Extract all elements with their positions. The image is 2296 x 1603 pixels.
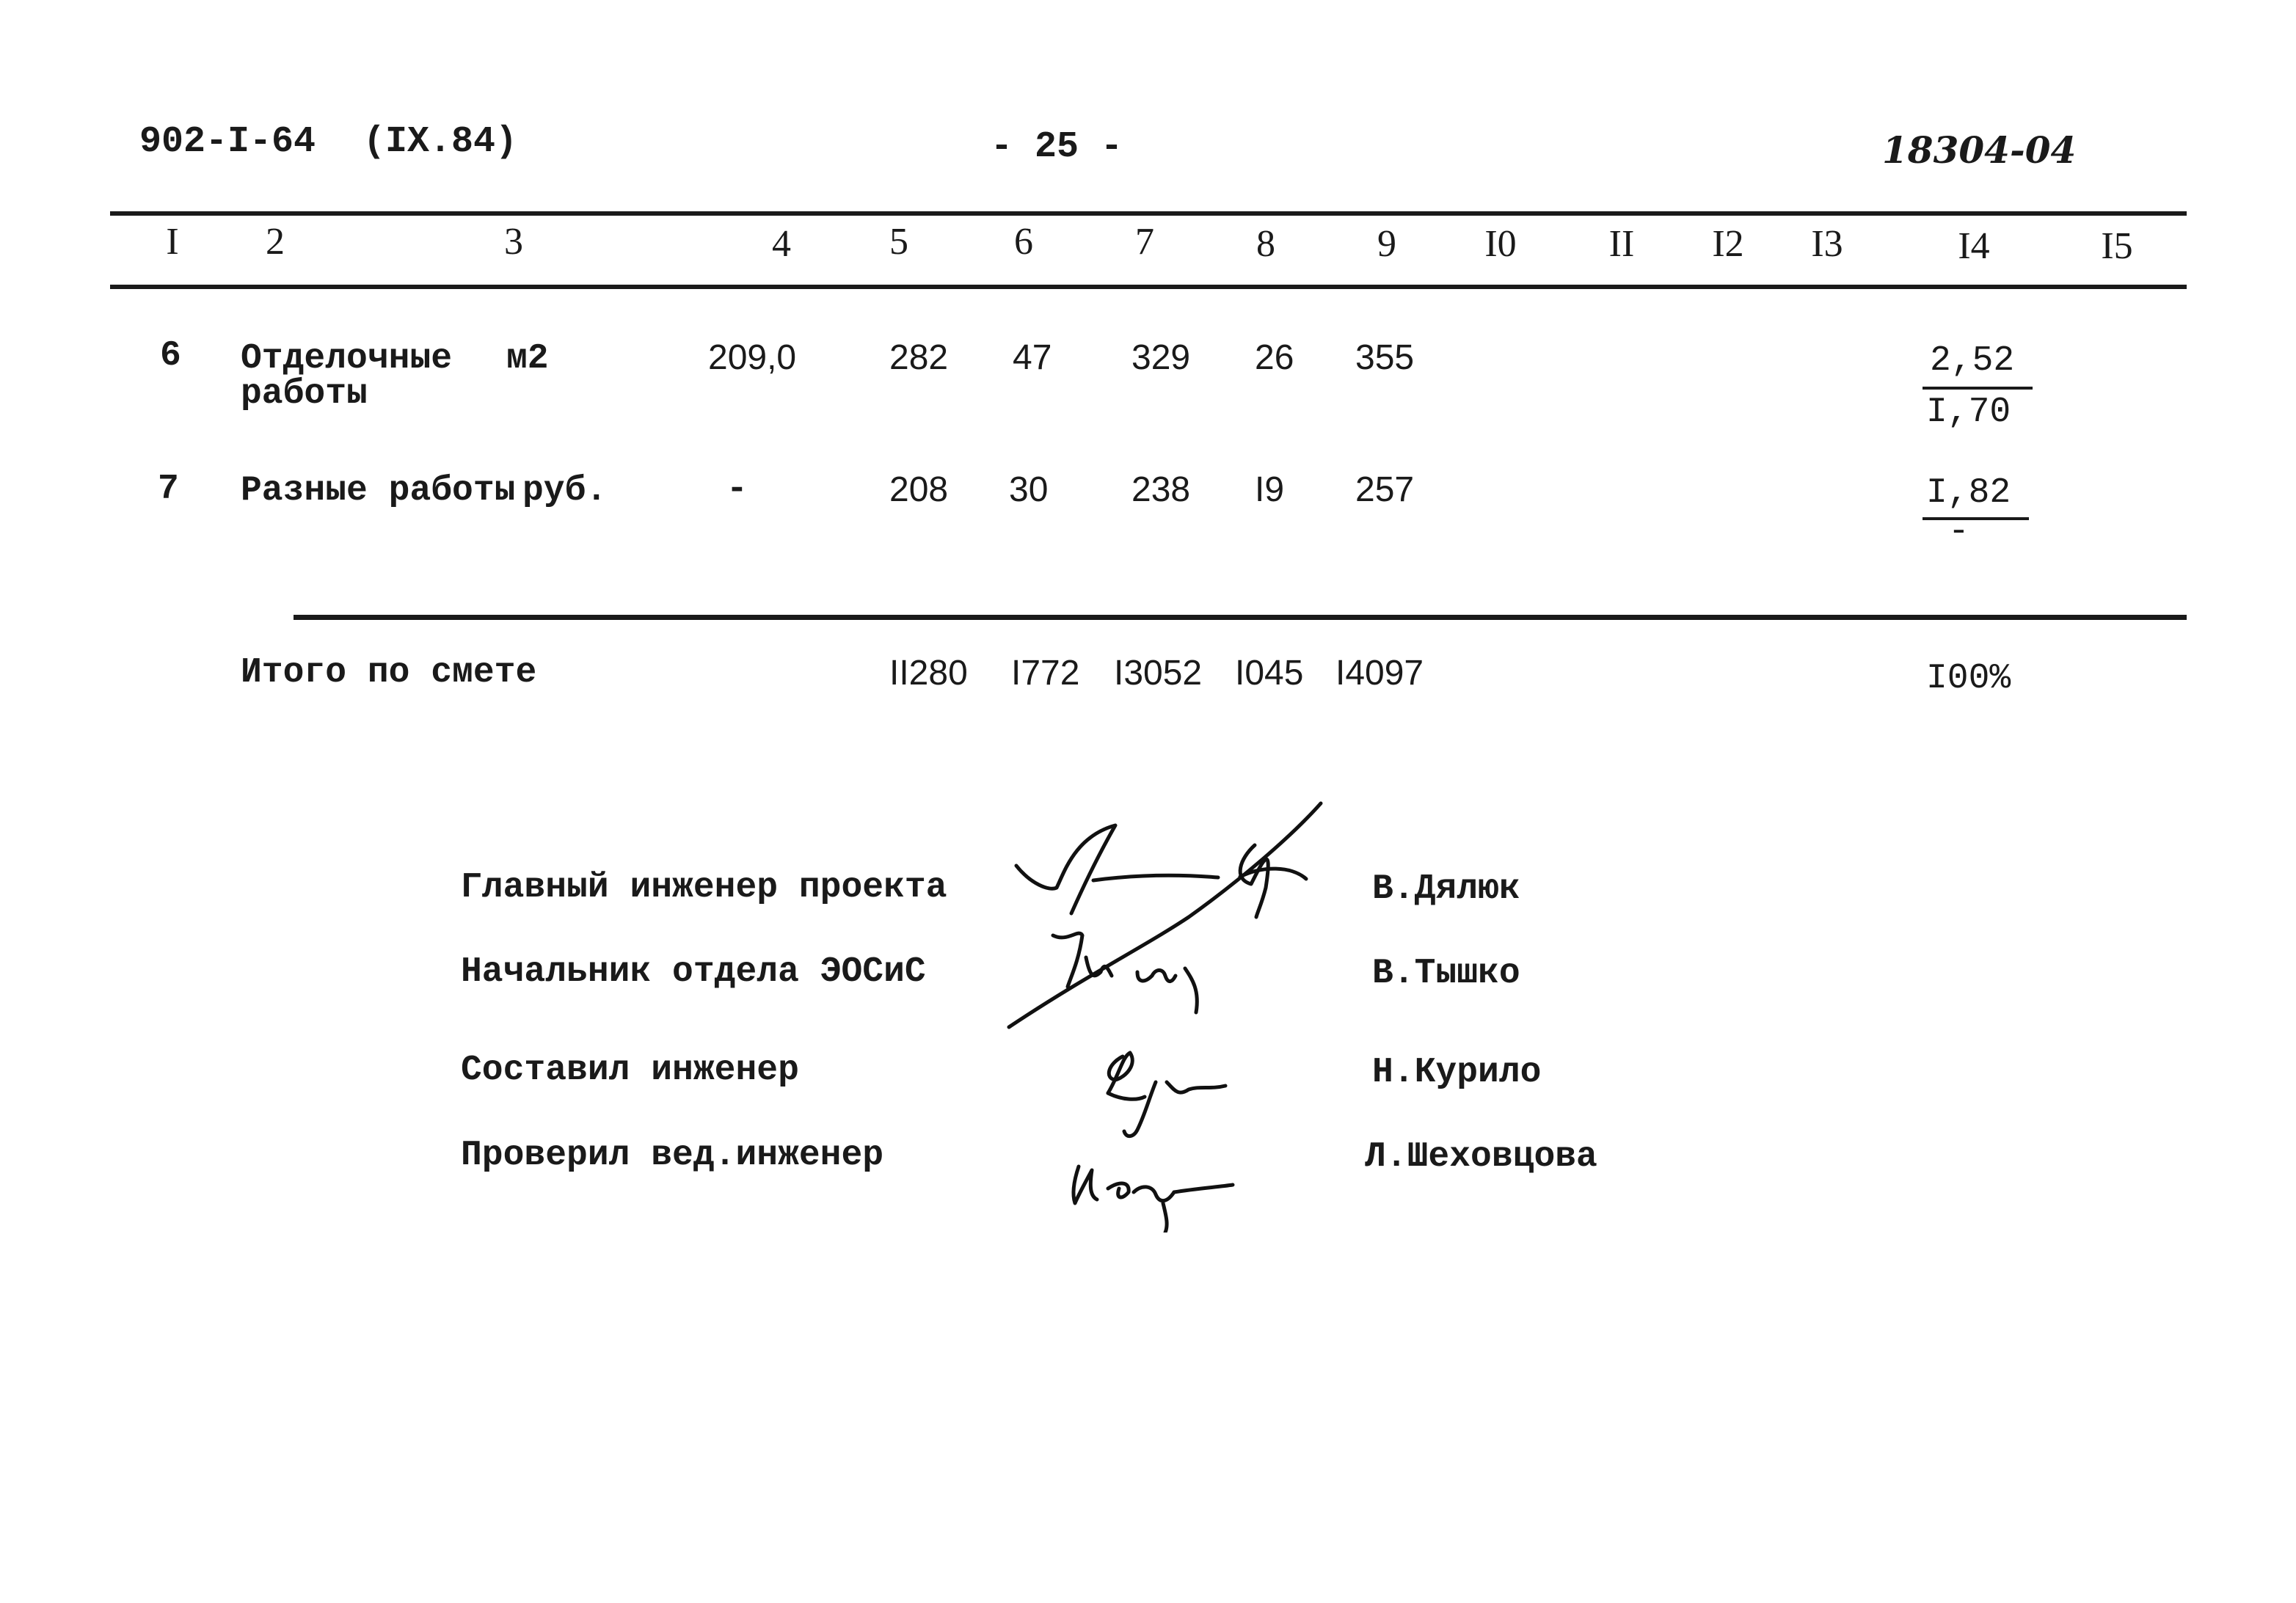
column-number: 7 [1135, 221, 1154, 263]
total-c6: I772 [1011, 654, 1080, 693]
column-number: I2 [1712, 223, 1744, 265]
row-number: 6 [160, 336, 181, 376]
cell-c14-denominator: I,70 [1926, 392, 2011, 432]
quantity: 209,0 [708, 338, 797, 377]
cell-c5: 208 [889, 470, 949, 509]
column-number: 8 [1256, 223, 1275, 265]
work-name-continued: работы [241, 374, 368, 414]
signatory-name: Л.Шеховцова [1365, 1137, 1597, 1177]
unit: м2 [506, 339, 549, 379]
column-number: I0 [1484, 223, 1517, 265]
cell-c14-denominator: - [1948, 512, 1969, 552]
total-c9: I4097 [1335, 654, 1424, 693]
column-number: 3 [504, 221, 523, 263]
cell-c9: 355 [1355, 338, 1415, 377]
column-number: 5 [889, 221, 908, 263]
cell-c9: 257 [1355, 470, 1415, 509]
cell-c14-numerator: I,82 [1926, 473, 2011, 513]
total-label: Итого по смете [241, 653, 537, 693]
handwritten-signatures [998, 792, 1335, 1233]
archive-number: 18304-04 [1882, 128, 2077, 172]
cell-c14-numerator: 2,52 [1930, 341, 2015, 381]
column-number: I4 [1958, 225, 1990, 267]
column-number: I [166, 221, 179, 263]
column-number: II [1608, 223, 1635, 265]
column-number: I3 [1811, 223, 1843, 265]
signatory-role: Проверил вед.инженер [461, 1136, 884, 1175]
column-number: 4 [772, 223, 791, 265]
quantity: - [726, 470, 748, 509]
document-code: 902-I-64 [139, 121, 316, 163]
column-number: 6 [1014, 221, 1033, 263]
fraction-bar [1923, 387, 2033, 390]
signatory-name: В.Дялюк [1372, 869, 1520, 909]
fraction-bar [1923, 517, 2029, 520]
column-number: 9 [1377, 223, 1396, 265]
cell-c7: 329 [1131, 338, 1191, 377]
column-number: 2 [266, 221, 285, 263]
cell-c5: 282 [889, 338, 949, 377]
work-name: Отделочные [241, 339, 453, 379]
table-top-rule [110, 211, 2187, 216]
unit: руб. [522, 471, 608, 511]
cell-c7: 238 [1131, 470, 1191, 509]
work-name: Разные работы [241, 471, 516, 511]
row-number: 7 [158, 470, 179, 509]
cell-c6: 30 [1009, 470, 1049, 509]
total-c8: I045 [1235, 654, 1304, 693]
cell-c6: 47 [1013, 338, 1052, 377]
cell-c8: I9 [1255, 470, 1285, 509]
signatory-name: В.Тышко [1372, 954, 1520, 993]
table-header-bottom-rule [110, 285, 2187, 289]
total-c5: II280 [889, 654, 968, 693]
signatory-name: Н.Курило [1372, 1053, 1542, 1092]
signatory-role: Составил инженер [461, 1051, 799, 1090]
table-total-rule [294, 615, 2187, 620]
signatory-role: Начальник отдела ЭОСиС [461, 952, 926, 992]
cell-c8: 26 [1255, 338, 1294, 377]
total-c7: I3052 [1114, 654, 1203, 693]
page-number: - 25 - [991, 126, 1123, 168]
column-number: I5 [2101, 225, 2133, 267]
total-c14: I00% [1926, 659, 2011, 698]
edition-date: (IX.84) [363, 121, 518, 163]
signatory-role: Главный инженер проекта [461, 868, 947, 908]
